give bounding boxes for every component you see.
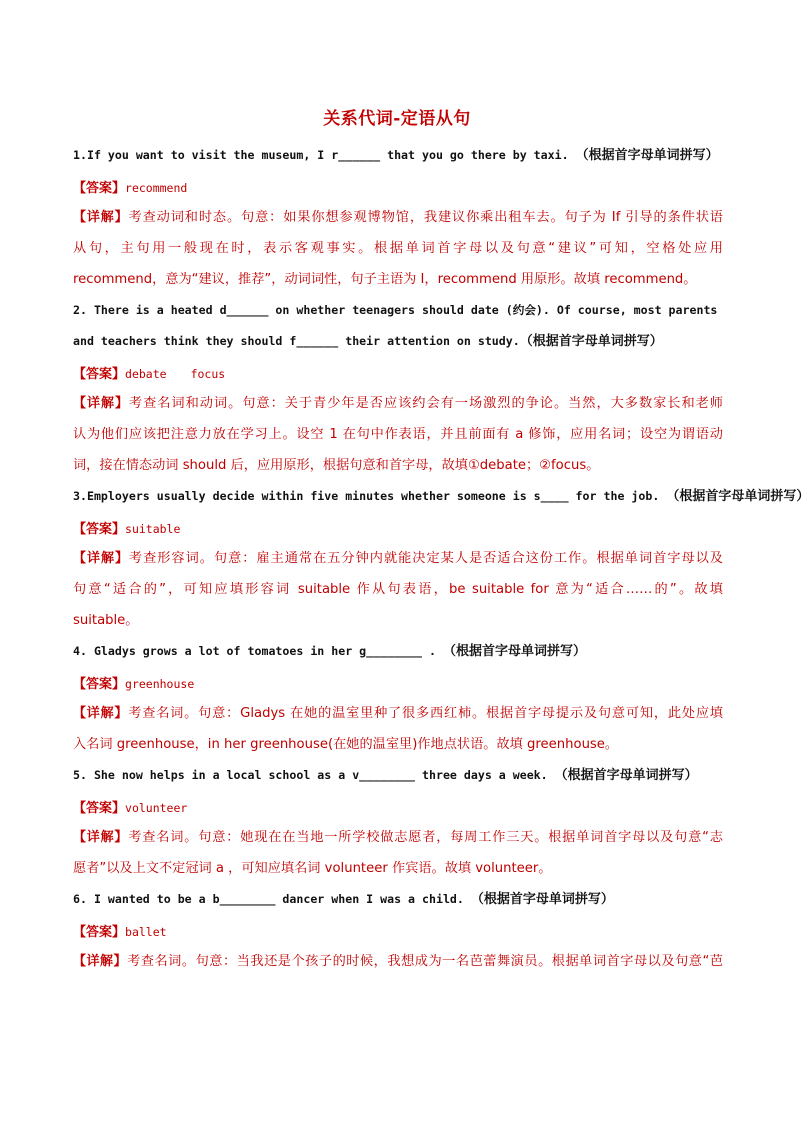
- detail-line: 【详解】考查形容词。句意：雇主通常在五分钟内就能决定某人是否适合这份工作。根据单词首字母以及: [73, 551, 723, 566]
- answer-label: 【答案】: [73, 801, 126, 816]
- question-text: 6. I wanted to be a b________ dancer when I was a child. （根据首字母单词拼写）: [73, 892, 614, 907]
- question-hint: （根据首字母单词拼写）: [470, 892, 614, 907]
- exercise-list: [73, 140, 809, 977]
- question-text: 3.Employers usually decide within five minutes whether someone is s____ for the job. （根据首字母单词拼写）: [73, 489, 809, 504]
- question-hint: （根据首字母单词拼写）: [666, 489, 809, 504]
- detail-line: suitable。: [73, 613, 139, 628]
- detail-line: 【详解】考查名词和动词。句意：关于青少年是否应该约会有一场激烈的争论。当然，大多数家长和老师: [73, 396, 723, 411]
- answer-value: focus: [190, 367, 226, 381]
- question-item-4: [73, 636, 723, 760]
- answer-label: 【答案】: [73, 181, 126, 196]
- answer-value: suitable: [125, 522, 181, 536]
- answer-value: recommend: [125, 181, 188, 195]
- question-text: 1.If you want to visit the museum, I r______ that you go there by taxi. （根据首字母单词拼写）: [73, 148, 719, 163]
- answer-label: 【答案】: [73, 925, 126, 940]
- question-hint: （根据首字母单词拼写）: [519, 334, 663, 349]
- answer-label: 【答案】: [73, 522, 126, 537]
- question-hint: （根据首字母单词拼写）: [575, 148, 719, 163]
- answer-value: volunteer: [125, 801, 188, 815]
- detail-line: recommend，意为“建议，推荐”，动词词性，句子主语为 I，recommend 用原形。故填 recommend。: [73, 272, 697, 287]
- detail-line: 词，接在情态动词 should 后，应用原形，根据句意和首字母，故填①debate；②focus。: [73, 458, 600, 473]
- detail-label: 【详解】: [73, 210, 129, 225]
- question-item-5: [73, 760, 723, 884]
- detail-line: 入名词 greenhouse，in her greenhouse(在她的温室里)作地点状语。故填 greenhouse。: [73, 737, 619, 752]
- detail-line: 认为他们应该把注意力放在学习上。设空 1 在句中作表语，并且前面有 a 修饰，应用名词；设空为谓语动: [73, 427, 723, 442]
- detail-line: 【详解】考查名词。句意：Gladys 在她的温室里种了很多西红柿。根据首字母提示及句意可知，此处应填: [73, 706, 723, 721]
- detail-line: 句意“适合的”，可知应填形容词 suitable 作从句表语，be suitable for 意为“适合……的”。故填: [73, 582, 723, 597]
- detail-label: 【详解】: [73, 830, 129, 845]
- detail-line: 【详解】考查名词。句意：她现在在当地一所学校做志愿者，每周工作三天。根据单词首字母以及句意“志: [73, 830, 723, 845]
- detail-line: 【详解】考查名词。句意：当我还是个孩子的时候，我想成为一名芭蕾舞演员。根据单词首字母以及句意“芭: [73, 954, 723, 969]
- answer-value: ballet: [125, 925, 167, 939]
- question-text: 4. Gladys grows a lot of tomatoes in her g________ . （根据首字母单词拼写）: [73, 644, 586, 659]
- detail-label: 【详解】: [73, 954, 128, 969]
- answer-label: 【答案】: [73, 367, 126, 382]
- answer-value: debate: [125, 367, 167, 381]
- question-hint: （根据首字母单词拼写）: [442, 644, 586, 659]
- page-title: 关系代词-定语从句: [323, 109, 471, 129]
- question-text: 5. She now helps in a local school as a v________ three days a week. （根据首字母单词拼写）: [73, 768, 698, 783]
- question-item-1: [73, 140, 723, 295]
- detail-line: 从句，主句用一般现在时，表示客观事实。根据单词首字母以及句意“建议”可知，空格处应用: [73, 241, 723, 256]
- question-item-6: [73, 884, 723, 977]
- answer-value: greenhouse: [125, 677, 195, 691]
- detail-line: 愿者”以及上文不定冠词 a ，可知应填名词 volunteer 作宾语。故填 volunteer。: [73, 861, 552, 876]
- detail-label: 【详解】: [73, 396, 129, 411]
- answer-label: 【答案】: [73, 677, 126, 692]
- detail-label: 【详解】: [73, 706, 129, 721]
- question-text: and teachers think they should f______ their attention on study.（根据首字母单词拼写）: [73, 334, 663, 349]
- detail-label: 【详解】: [73, 551, 129, 566]
- detail-line: 【详解】考查动词和时态。句意：如果你想参观博物馆，我建议你乘出租车去。句子为 If 引导的条件状语: [73, 210, 723, 225]
- question-hint: （根据首字母单词拼写）: [554, 768, 698, 783]
- question-item-3: [73, 481, 809, 636]
- question-text: 2. There is a heated d______ on whether teenagers should date (约会). Of course, most parents: [73, 303, 718, 317]
- question-item-2: [73, 295, 723, 481]
